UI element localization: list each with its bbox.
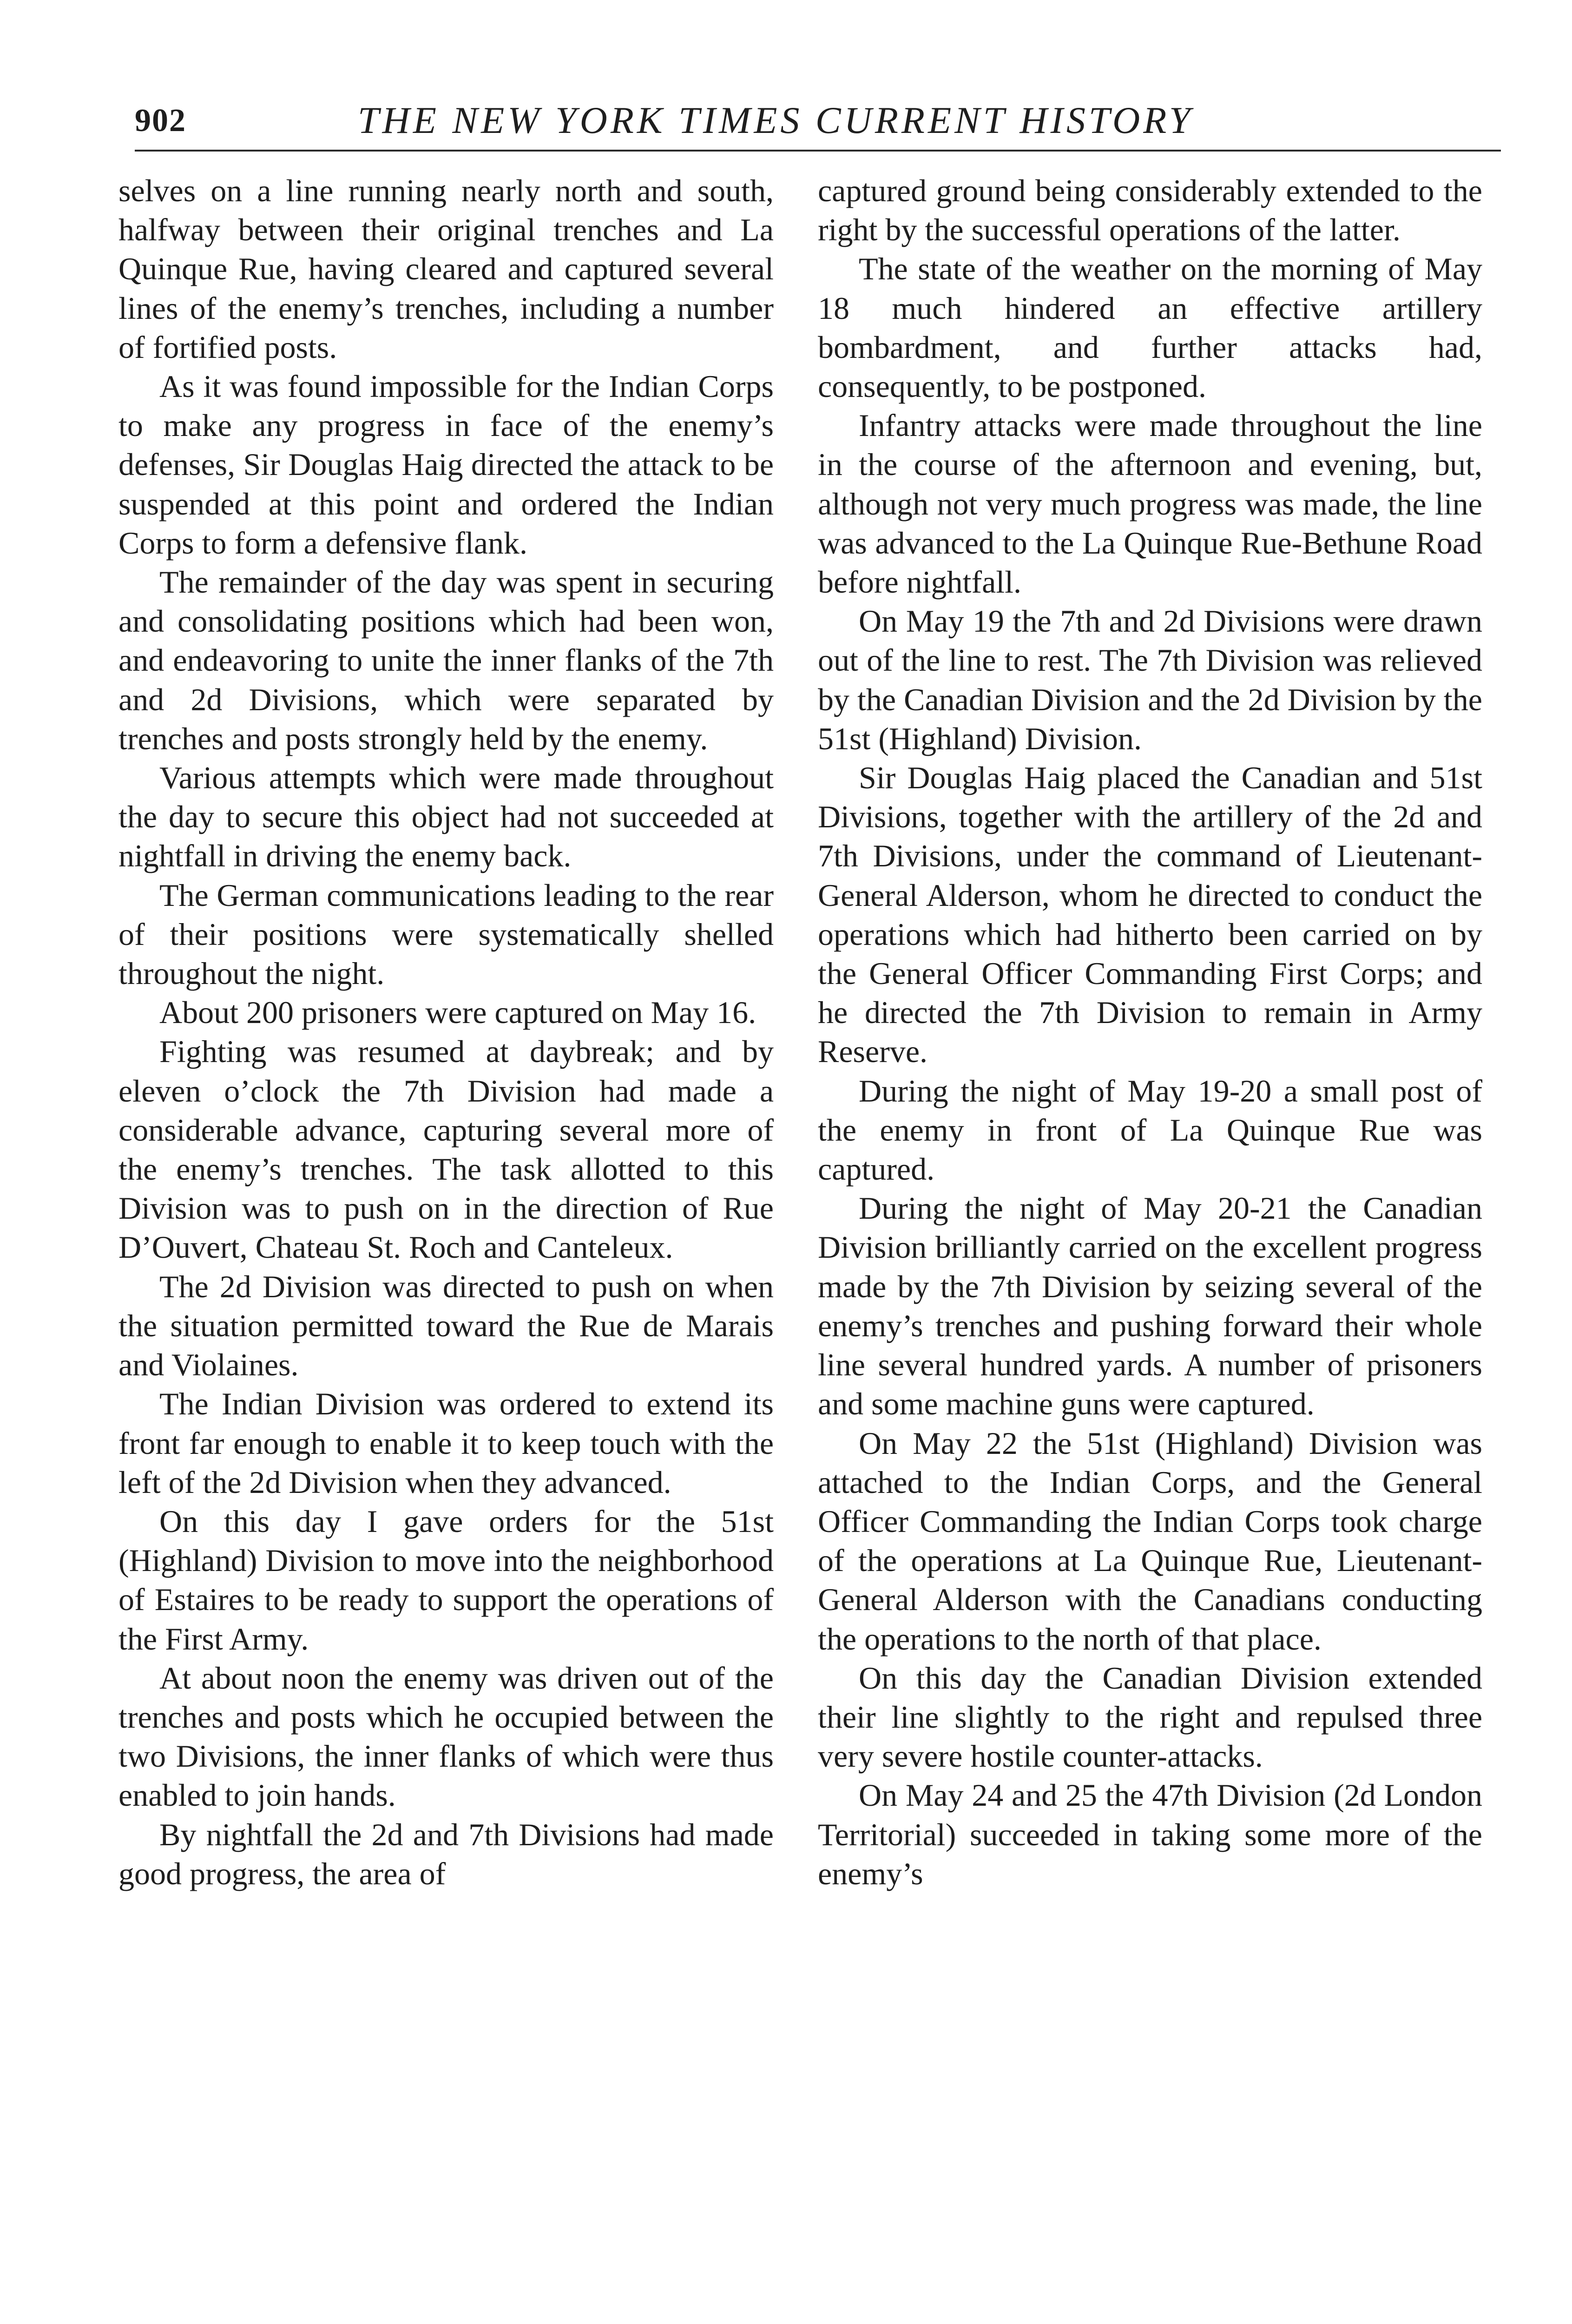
right-column [818,171,1482,1893]
header-rule [135,150,1501,152]
paragraph: The 2d Division was directed to push on when the situation permitted toward the Rue de Marais and Violaines. [118,1268,774,1383]
paragraph: At about noon the enemy was driven out of the trenches and posts which he occupied between the two Divisions, the inner flanks of which were thus enabled to join hands. [118,1660,774,1813]
paragraph: The German communications leading to the rear of their positions were systematically shelled throughout the night. [118,877,774,991]
page-number: 902 [135,103,186,139]
paragraph: The remainder of the day was spent in securing and consolidating positions which had been won, and endeavoring to unite the inner flanks of the 7th and 2d Divisions, which were separated by trenches and posts strongly held by the enemy. [118,564,774,756]
left-column [118,171,774,1893]
paragraph: On May 22 the 51st (Highland) Division was attached to the Indian Corps, and the General Officer Commanding the Indian Corps took charge of the operations at La Quinque Rue, Lieutenant-General Alderson with the Canadians conducting the operations to the north of that place. [818,1425,1482,1657]
paragraph: The state of the weather on the morning of May 18 much hindered an effective artillery bombardment, and further attacks had, consequently, to be postponed. [818,251,1482,404]
paragraph: Sir Douglas Haig placed the Canadian and 51st Divisions, together with the artillery of the 2d and 7th Divisions, under the command of Lieutenant-General Alderson, whom he directed to conduct the operations which had hitherto been carried on by the General Officer Commanding First Corps; and he directed the 7th Division to remain in Army Reserve. [818,760,1482,1070]
paragraph: On May 19 the 7th and 2d Divisions were drawn out of the line to rest. The 7th Division was relieved by the Canadian Division and the 2d Division by the 51st (Highland) Division. [818,603,1482,756]
paragraph: Various attempts which were made throughout the day to secure this object had not succeeded at nightfall in driving the enemy back. [118,760,774,874]
paragraph: Fighting was resumed at daybreak; and by eleven o’clock the 7th Division had made a considerable advance, capturing several more of the enemy’s trenches. The task allotted to this Division was to push on in the direction of Rue D’Ouvert, Chateau St. Roch and Canteleux. [118,1034,774,1265]
paragraph: captured ground being considerably extended to the right by the successful operations of the latter. [818,173,1482,248]
paragraph: On May 24 and 25 the 47th Division (2d London Territorial) succeeded in taking some more of the enemy’s [818,1777,1482,1891]
paragraph: As it was found impossible for the Indian Corps to make any progress in face of the enemy’s defenses, Sir Douglas Haig directed the attack to be suspended at this point and ordered the Indian Corps to form a defensive flank. [118,369,774,561]
page-header [135,93,1501,149]
paragraph: About 200 prisoners were captured on May 16. [159,995,756,1030]
paragraph: On this day the Canadian Division extended their line slightly to the right and repulsed three very severe hostile counter-attacks. [818,1660,1482,1774]
running-title: THE NEW YORK TIMES CURRENT HISTORY [358,99,1194,141]
paragraph: By nightfall the 2d and 7th Divisions had made good progress, the area of [118,1816,774,1891]
paragraph: On this day I gave orders for the 51st (Highland) Division to move into the neighborhood of Estaires to be ready to support the operations of the First Army. [118,1503,774,1657]
paragraph: Infantry attacks were made throughout the line in the course of the afternoon and evening, but, although not very much progress was made, the line was advanced to the La Quinque Rue-Bethune Road before nightfall. [818,408,1482,600]
paragraph: During the night of May 19-20 a small post of the enemy in front of La Quinque Rue was captured. [818,1073,1482,1187]
paragraph: During the night of May 20-21 the Canadian Division brilliantly carried on the excellent progress made by the 7th Division by seizing several of the enemy’s trenches and pushing forward their whole line several hundred yards. A number of prisoners and some machine guns were captured. [818,1190,1482,1422]
paragraph: The Indian Division was ordered to extend its front far enough to enable it to keep touch with the left of the 2d Division when they advanced. [118,1386,774,1500]
paragraph: selves on a line running nearly north and south, halfway between their original trenches and La Quinque Rue, having cleared and captured several lines of the enemy’s trenches, including a number of fortified posts. [118,173,774,365]
